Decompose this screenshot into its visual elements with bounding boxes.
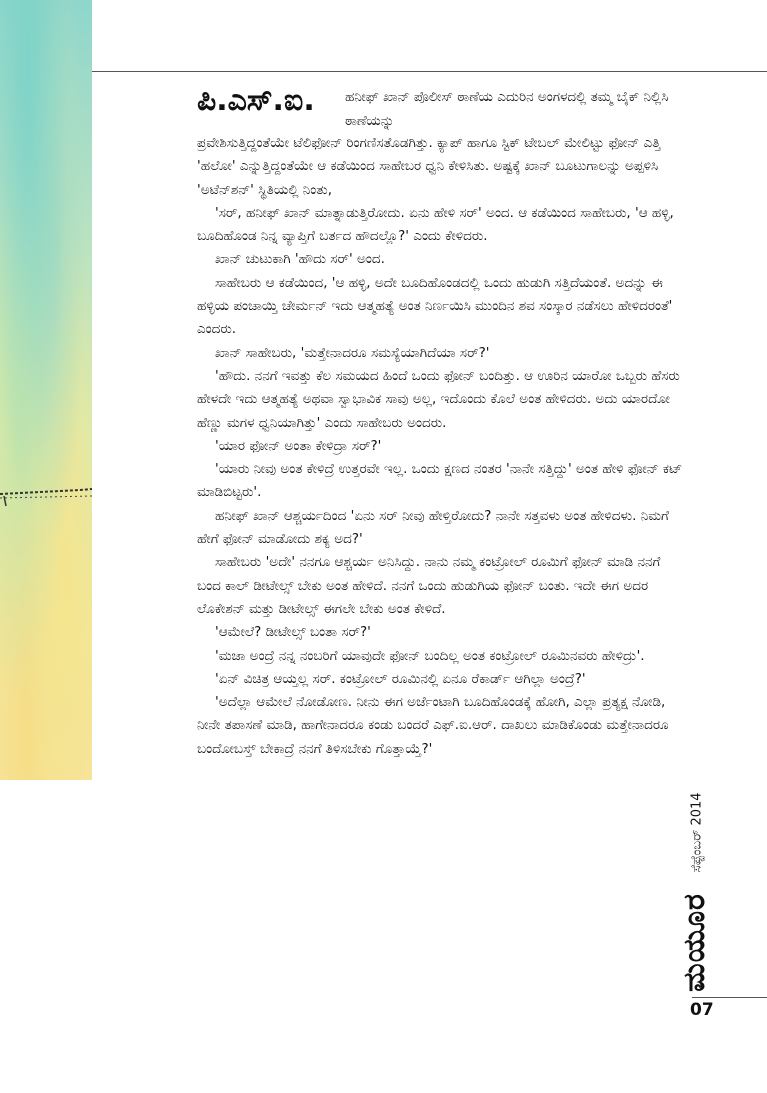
paragraph: 'ಮಜಾ ಅಂದ್ರೆ ನನ್ನ ನಂಬರಿಗೆ ಯಾವುದೇ ಫೋನ್ ಬಂದಿಲ್ಲ ಅಂತ ಕಂಟ್ರೋಲ್ ರೂಮಿನವರು ಹೇಳಿದ್ರು'. <box>215 647 645 664</box>
watercolor-decoration <box>0 0 92 780</box>
paragraph: 'ಯಾರು ನೀವು ಅಂತ ಕೇಳಿದ್ರೆ ಉತ್ತರವೇ ಇಲ್ಲ. ಒಂದು ಕ್ಷಣದ ನಂತರ 'ನಾನೇ ಸತ್ತಿದ್ದು' ಅಂತ ಹೇಳಿ ಫೋನ್ ಕಟ್ ಮಾಡಿಬಿಟ್ಟರು'. <box>197 461 683 501</box>
story-title: ಪಿ.ಎಸ್.ಐ. <box>197 83 315 118</box>
paragraph: 'ಯಾರ ಫೋನ್ ಅಂತಾ ಕೇಳಿದ್ರಾ ಸರ್?' <box>215 437 382 454</box>
paragraph: ಖಾನ್ ಚುಟುಕಾಗಿ 'ಹೌದು ಸರ್' ಅಂದ. <box>215 251 385 268</box>
story-body <box>197 132 687 761</box>
paragraph: 'ಏನ್ ವಿಚಿತ್ರ ಆಯ್ತಲ್ಲ ಸರ್. ಕಂಟ್ರೋಲ್ ರೂಮಿನಲ್ಲಿ ಏನೂ ರೆಕಾರ್ಡ್ ಆಗಿಲ್ಲಾ ಅಂದ್ರೆ?' <box>215 670 586 687</box>
paragraph: ಪ್ರವೇಶಿಸುತ್ತಿದ್ದಂತೆಯೇ ಟೆಲಿಫೋನ್ ರಿಂಗಣಿಸತೊಡಗಿತ್ತು. ಕ್ಯಾಪ್ ಹಾಗೂ ಸ್ಟಿಕ್ ಟೇಬಲ್ ಮೇಲಿಟ್ಟು ಫೋನ್ ಎತ್ತಿ 'ಹಲೋ' ಎನ್ನುತ್ತಿದ್ದಂತೆಯೇ ಆ ಕಡೆಯಿಂದ ಸಾಹೇಬರ ಧ್ವನಿ ಕೇಳಿಸಿತು. ಅಷ್ಟಕ್ಕೆ ಖಾನ್ ಬೂಟುಗಾಲನ್ನು ಅಪ್ಪಳಿಸಿ 'ಅಟೆನ್‌ಶನ್' ಸ್ಥಿತಿಯಲ್ಲಿ ನಿಂತು, <box>197 135 661 198</box>
page-number: 07 <box>690 1000 714 1020</box>
paragraph: 'ಆಮೇಲೆ? ಡೀಟೇಲ್ಸ್ ಬಂತಾ ಸರ್?' <box>215 624 371 641</box>
issue-date: ಸೆಪ್ಟೆಂಬರ್ 2014 <box>689 792 705 873</box>
magazine-brand: ಮಯೂರ <box>676 893 712 992</box>
paragraph: 'ಅದೆಲ್ಲಾ ಆಮೇಲೆ ನೋಡೋಣ. ನೀನು ಈಗ ಅರ್ಜೆಂಟಾಗಿ ಬೂದಿಹೊಂಡಕ್ಕೆ ಹೋಗಿ, ಎಲ್ಲಾ ಪ್ರತ್ಯಕ್ಷ ನೋಡಿ, ನೀನೇ ತಪಾಸಣೆ ಮಾಡಿ, ಹಾಗೇನಾದರೂ ಕಂಡು ಬಂದರೆ ಎಫ್.ಐ.ಆರ್. ದಾಖಲು ಮಾಡಿಕೊಂಡು ಮತ್ತೇನಾದರೂ ಬಂದೋಬಸ್ತ್ ಬೇಕಾದ್ರೆ ನನಗೆ ತಿಳಿಸಬೇಕು ಗೊತ್ತಾಯ್ತೆ?' <box>197 694 669 757</box>
top-rule <box>92 71 767 72</box>
paragraph: 'ಸರ್, ಹನೀಫ್ ಖಾನ್ ಮಾತ್ನಾಡುತ್ತಿರೋದು. ಏನು ಹೇಳಿ ಸರ್' ಅಂದ. ಆ ಕಡೆಯಿಂದ ಸಾಹೇಬರು, 'ಆ ಹಳ್ಳಿ, ಬೂದಿಹೊಂಡ ನಿನ್ನ ವ್ಯಾಪ್ತಿಗೆ ಬರ್ತದ ಹೌದಲ್ಲೊ?' ಎಂದು ಕೇಳಿದರು. <box>197 204 674 245</box>
bottom-rule <box>692 997 767 998</box>
paragraph: ಸಾಹೇಬರು 'ಅದೇ' ನನಗೂ ಆಶ್ಚರ್ಯ ಅನಿಸಿದ್ದು. ನಾನು ನಮ್ಮ ಕಂಟ್ರೋಲ್ ರೂಮಿಗೆ ಫೋನ್ ಮಾಡಿ ನನಗೆ ಬಂದ ಕಾಲ್ ಡೀಟೇಲ್ಸ್ ಬೇಕು ಅಂತ ಹೇಳಿದೆ. ನನಗೆ ಒಂದು ಹುಡುಗಿಯ ಫೋನ್ ಬಂತು. ಇದೇ ಈಗ ಅದರ ಲೊಕೇಶನ್ ಮತ್ತು ಡೀಟೇಲ್ಸ್ ಈಗಲೇ ಬೇಕು ಅಂತ ಕೇಳಿದೆ. <box>197 554 661 617</box>
story-lead: ಹನೀಫ್ ಖಾನ್ ಪೊಲೀಸ್ ಠಾಣೆಯ ಎದುರಿನ ಅಂಗಳದಲ್ಲಿ ತಮ್ಮ ಬೈಕ್ ನಿಲ್ಲಿಸಿ ಠಾಣೆಯನ್ನು <box>345 89 669 129</box>
paragraph: ಖಾನ್ ಸಾಹೇಬರು, 'ಮತ್ತೇನಾದರೂ ಸಮಸ್ಯೆಯಾಗಿದೆಯಾ ಸರ್?' <box>215 344 490 361</box>
dashed-line-decoration <box>0 484 92 514</box>
paragraph: ಹನೀಫ್ ಖಾನ್ ಆಶ್ಚರ್ಯದಿಂದ 'ಏನು ಸರ್ ನೀವು ಹೇಳ್ತಿರೋದು? ನಾನೇ ಸತ್ತವಳು ಅಂತ ಹೇಳಿದಳು. ನಿಮಗೆ ಹೇಗೆ ಫೋನ್ ಮಾಡೋದು ಶಕ್ಯ ಅದ?' <box>197 507 669 548</box>
paragraph: 'ಹೌದು. ನನಗೆ ಇವತ್ತು ಕೆಲ ಸಮಯದ ಹಿಂದೆ ಒಂದು ಫೋನ್ ಬಂದಿತ್ತು. ಆ ಊರಿನ ಯಾರೋ ಒಬ್ಬರು ಹೆಸರು ಹೇಳದೇ ಇದು ಆತ್ಮಹತ್ಯೆ ಅಥವಾ ಸ್ವಾಭಾವಿಕ ಸಾವು ಅಲ್ಲ, ಇದೊಂದು ಕೊಲೆ ಅಂತ ಹೇಳಿದರು. ಅದು ಯಾರದೋ ಹೆಣ್ಣು ಮಗಳ ಧ್ವನಿಯಾಗಿತ್ತು' ಎಂದು ಸಾಹೇಬರು ಅಂದರು. <box>197 367 680 431</box>
paragraph: ಸಾಹೇಬರು ಆ ಕಡೆಯಿಂದ, 'ಆ ಹಳ್ಳಿ, ಅದೇ ಬೂದಿಹೊಂಡದಲ್ಲಿ ಒಂದು ಹುಡುಗಿ ಸತ್ತಿದೆಯಂತೆ. ಅದನ್ನು ಈ ಹಳ್ಳಿಯ ಪಂಚಾಯ್ತಿ ಚೇರ್ಮನ್ ಇದು ಆತ್ಮಹತ್ಯೆ ಅಂತ ನಿರ್ಣಯಿಸಿ ಮುಂದಿನ ಶವ ಸಂಸ್ಕಾರ ನಡೆಸಲು ಹೇಳಿದರಂತೆ' ಎಂದರು. <box>197 274 673 338</box>
